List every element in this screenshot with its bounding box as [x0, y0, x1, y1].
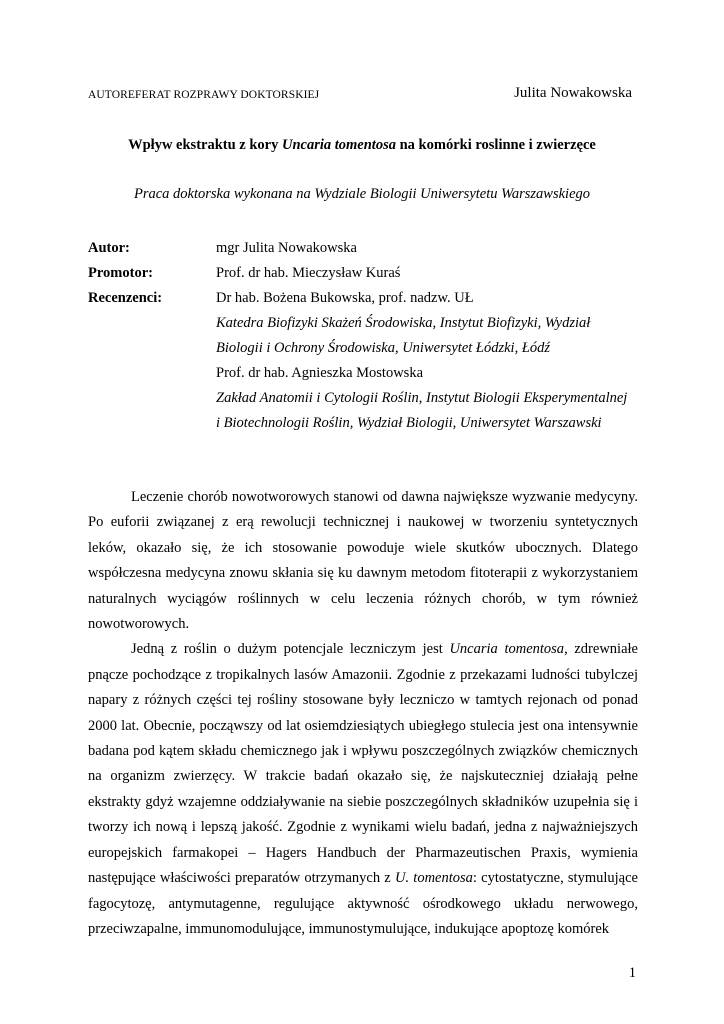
paragraph-2-species: Uncaria tomentosa: [449, 641, 565, 658]
running-header-title: AUTOREFERAT ROZPRAWY DOKTORSKIEJ: [88, 89, 320, 101]
page-number: 1: [628, 965, 636, 981]
paragraph-2-part-c: : cytostatyczne, stymulujące fagocytozę, antymutagenne, regulujące aktywność ośrodkowego układu nerwowego, przeciwzapalne, immunomodulujące, immunostymulujące, indukujące apoptozę komórek: [88, 870, 638, 937]
paragraph-2: [88, 637, 638, 942]
thesis-title: [88, 137, 636, 154]
author-label: Autor:: [88, 240, 130, 256]
paragraph-2-part-b: , zdrewniałe pnącze pochodzące z tropikalnych lasów Amazonii. Zgodnie z przekazami ludności tubylczej napary z różnych części tej rośliny stosowane były leczniczo w tamtych rejonach od ponad 2000 lat. Obecnie, począwszy od lat osiemdziesiątych ubiegłego stulecia jest ona intensywnie badana pod kątem składu chemicznego jak i wpływu poszczególnych związków chemicznych na organizm zwierzęcy. W trakcie badań okazało się, że najskuteczniej działają pełne ekstrakty gdyż wzajemne oddziaływanie na siebie poszczególnych składników uzupełnia się i tworzy ich nową i lepszą jakość. Zgodnie z wynikami wielu badań, jedna z najważniejszych europejskich farmakopei – Hagers Handbuch der Pharmazeutischen Praxis, wymienia następujące właściwości preparatów otrzymanych z: [88, 641, 638, 887]
promotor-label: Promotor:: [88, 265, 153, 281]
thesis-metadata: [88, 236, 648, 436]
reviewer1-affiliation-2: Biologii i Ochrony Środowiska, Uniwersytet Łódzki, Łódź: [216, 340, 551, 356]
author-value: mgr Julita Nowakowska: [216, 240, 357, 256]
paragraph-2-part-a: Jedną z roślin o dużym potencjale leczniczym jest: [131, 641, 450, 658]
thesis-title-after: na komórki roslinne i zwierzęce: [395, 137, 596, 153]
reviewer2-affiliation-1: Zakład Anatomii i Cytologii Roślin, Instytut Biologii Eksperymentalnej: [216, 390, 628, 406]
author-row: [88, 236, 648, 261]
thesis-subtitle: Praca doktorska wykonana na Wydziale Biologii Uniwersytetu Warszawskiego: [133, 186, 591, 202]
paragraph-2-species-abbrev: U. tomentosa: [394, 870, 473, 887]
reviewer2-name: Prof. dr hab. Agnieszka Mostowska: [216, 365, 424, 381]
promotor-row: [88, 261, 648, 286]
reviewer2-affiliation-2: i Biotechnologii Roślin, Wydział Biologii, Uniwersytet Warszawski: [216, 415, 602, 431]
paragraph-1: Leczenie chorób nowotworowych stanowi od dawna największe wyzwanie medycyny. Po euforii związanej z erą rewolucji technicznej i naukowej w tworzeniu syntetycznych leków, okazało się, że ich stosowanie powoduje wiele skutków ubocznych. Dlatego współczesna medycyna znowu skłania się ku dawnym metodom fitoterapii z wykorzystaniem naturalnych wyciągów roślinnych w celu leczenia różnych chorób, w tym również nowotworowych.: [88, 489, 638, 633]
body-text: [88, 485, 638, 942]
reviewers-label: Recenzenci:: [88, 290, 163, 306]
reviewer1-affiliation-row-1: [88, 311, 648, 336]
reviewer2-affiliation-row-1: [88, 386, 648, 411]
reviewer1-affiliation-row-2: [88, 336, 648, 361]
reviewers-row: [88, 286, 648, 311]
reviewer2-row: [88, 361, 648, 386]
reviewer2-affiliation-row-2: [88, 411, 648, 436]
reviewer1-affiliation-1: Katedra Biofizyki Skażeń Środowiska, Instytut Biofizyki, Wydział: [216, 315, 591, 331]
thesis-title-before: Wpływ ekstraktu z kory: [128, 137, 282, 153]
promotor-value: Prof. dr hab. Mieczysław Kuraś: [216, 265, 401, 281]
reviewer1-name: Dr hab. Bożena Bukowska, prof. nadzw. UŁ: [216, 290, 474, 306]
running-header-author: Julita Nowakowska: [514, 85, 632, 101]
thesis-title-species: Uncaria tomentosa: [281, 137, 396, 153]
